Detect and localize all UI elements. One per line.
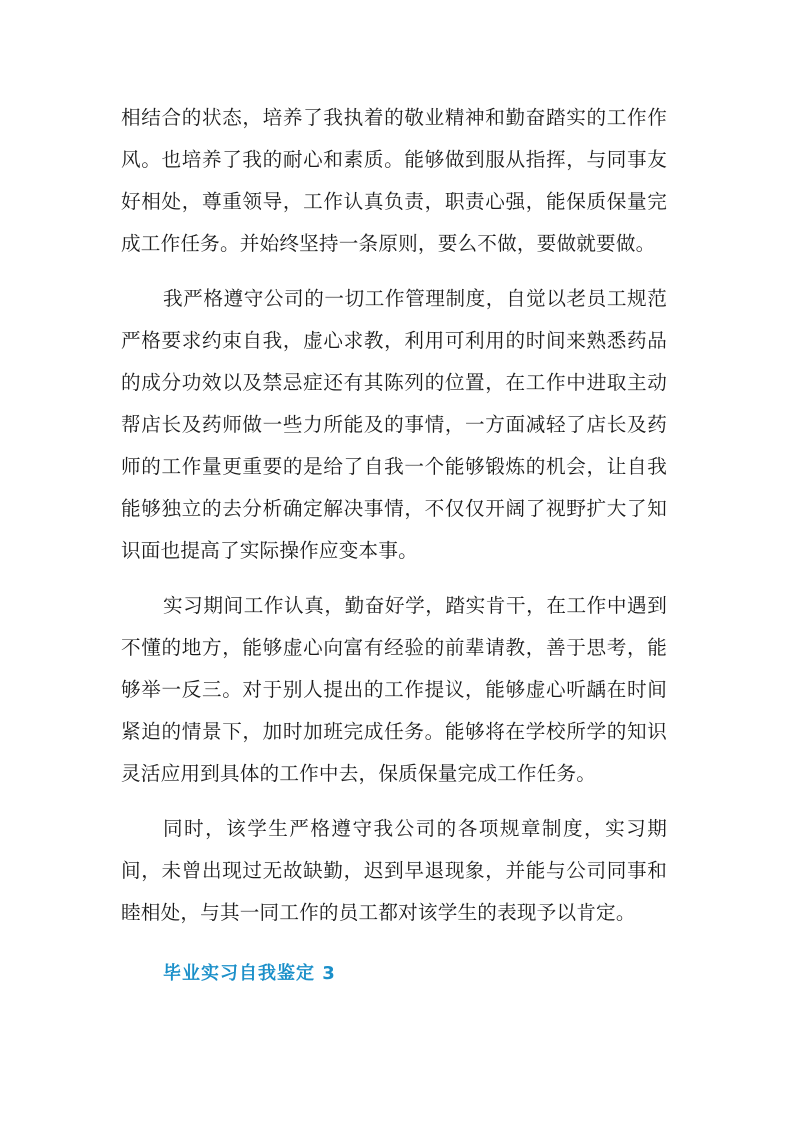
paragraph-4: 同时，该学生严格遵守我公司的各项规章制度，实习期间，未曾出现过无故缺勤，迟到早退现象，并能与公司同事和睦相处，与其一同工作的员工都对该学生的表现予以肯定。 <box>121 817 667 924</box>
document-page <box>121 97 667 992</box>
section-heading: 毕业实习自我鉴定 3 <box>163 963 336 984</box>
paragraph-3: 实习期间工作认真，勤奋好学，踏实肯干，在工作中遇到不懂的地方，能够虚心向富有经验的前辈请教，善于思考，能够举一反三。对于别人提出的工作提议，能够虚心听龋在时间紧迫的情景下，加时加班完成任务。能够将在学校所学的知识灵活应用到具体的工作中去，保质保量完成工作任务。 <box>121 594 667 785</box>
paragraph-1: 相结合的状态，培养了我执着的敬业精神和勤奋踏实的工作作风。也培养了我的耐心和素质。能够做到服从指挥，与同事友好相处，尊重领导，工作认真负责，职责心强，能保质保量完成工作任务。并始终坚持一条原则，要么不做，要做就要做。 <box>121 106 667 255</box>
paragraph-2: 我严格遵守公司的一切工作管理制度，自觉以老员工规范严格要求约束自我，虚心求教，利用可利用的时间来熟悉药品的成分功效以及禁忌症还有其陈列的位置，在工作中进取主动帮店长及药师做一些力所能及的事情，一方面减轻了店长及药师的工作量更重要的是给了自我一个能够锻炼的机会，让自我能够独立的去分析确定解决事情，不仅仅开阔了视野扩大了知识面也提高了实际操作应变本事。 <box>121 287 667 562</box>
